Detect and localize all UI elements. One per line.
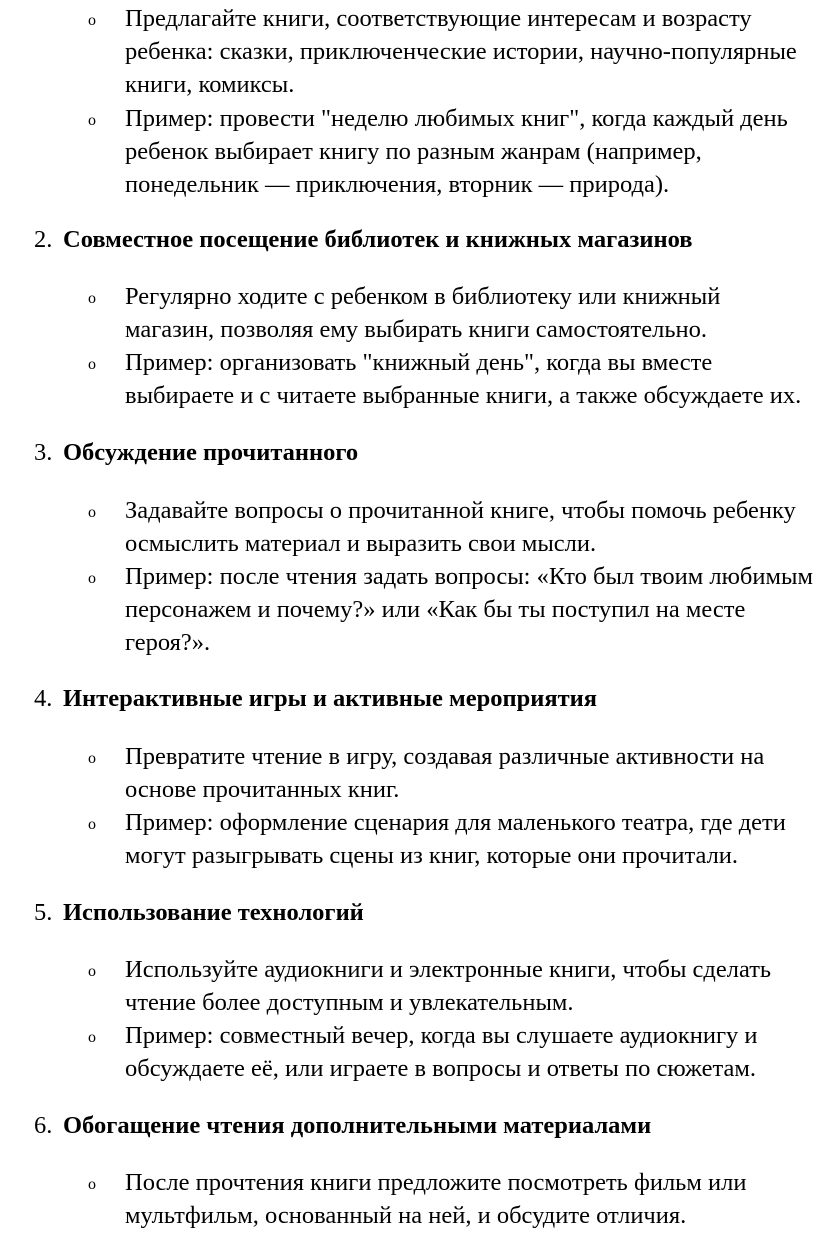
section-heading: Совместное посещение библиотек и книжных магазинов xyxy=(63,226,693,253)
section-heading: Интерактивные игры и активные мероприятия xyxy=(63,685,598,712)
section-number: 6. xyxy=(34,1112,53,1139)
section-number: 5. xyxy=(34,899,53,926)
list-item: Пример: провести "неделю любимых книг", когда каждый день ребенок выбирает книгу по разным жанрам (например, понедельник — приключения, вторник — природа). xyxy=(125,105,788,198)
section-heading: Использование технологий xyxy=(63,899,364,926)
list-bullet: o xyxy=(88,290,96,307)
section-heading: Обсуждение прочитанного xyxy=(63,439,359,466)
list-bullet: o xyxy=(88,963,96,980)
list-bullet: o xyxy=(88,12,96,29)
section-number: 4. xyxy=(34,685,53,712)
list-bullet: o xyxy=(88,570,96,587)
section-number: 2. xyxy=(34,226,53,253)
list-item: Регулярно ходите с ребенком в библиотеку или книжный магазин, позволяя ему выбирать книги самостоятельно. xyxy=(125,283,721,343)
list-bullet: o xyxy=(88,504,96,521)
list-item: Задавайте вопросы о прочитанной книге, чтобы помочь ребенку осмыслить материал и выразить свои мысли. xyxy=(125,497,796,557)
list-item: Пример: организовать "книжный день", когда вы вместе выбираете и с читаете выбранные книги, а также обсуждаете их. xyxy=(125,349,802,409)
list-item: Используйте аудиокниги и электронные книги, чтобы сделать чтение более доступным и увлекательным. xyxy=(125,956,772,1016)
list-bullet: o xyxy=(88,356,96,373)
list-bullet: o xyxy=(88,112,96,129)
list-item: Пример: после чтения задать вопросы: «Кто был твоим любимым персонажем и почему?» или «Как бы ты поступил на месте героя?». xyxy=(125,563,813,656)
section-number: 3. xyxy=(34,439,53,466)
list-bullet: o xyxy=(88,1176,96,1193)
list-item: Пример: совместный вечер, когда вы слушаете аудиокнигу и обсуждаете её, или играете в вопросы и ответы по сюжетам. xyxy=(125,1022,758,1082)
list-item: Превратите чтение в игру, создавая различные активности на основе прочитанных книг. xyxy=(125,743,765,803)
list-item: Пример: оформление сценария для маленького театра, где дети могут разыгрывать сцены из книг, которые они прочитали. xyxy=(125,809,786,869)
list-bullet: o xyxy=(88,750,96,767)
list-item: Предлагайте книги, соответствующие интересам и возрасту ребенка: сказки, приключенческие истории, научно-популярные книги, комиксы. xyxy=(125,5,797,98)
list-item: После прочтения книги предложите посмотреть фильм или мультфильм, основанный на ней, и обсудите отличия. xyxy=(125,1169,747,1229)
list-bullet: o xyxy=(88,1029,96,1046)
list-bullet: o xyxy=(88,816,96,833)
section-heading: Обогащение чтения дополнительными материалами xyxy=(63,1112,652,1139)
